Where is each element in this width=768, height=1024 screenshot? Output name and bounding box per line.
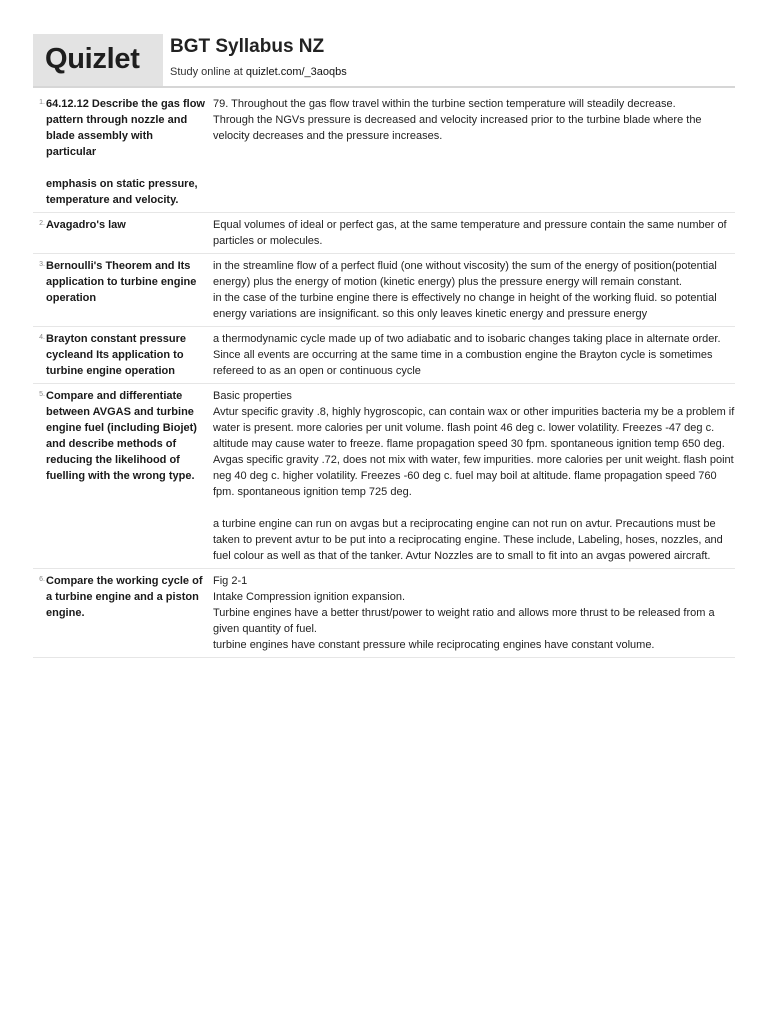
- header: [33, 34, 735, 88]
- card-row: [33, 254, 735, 327]
- card-number: 1.: [39, 99, 45, 106]
- card-definition: 79. Throughout the gas flow travel within the turbine section temperature will steadily decrease. Through the NGVs pressure is decreased and velocity increased prior to the turbine blade where the velocity decreases and the pressure increases.: [213, 98, 702, 142]
- study-online-line: [170, 66, 347, 78]
- card-number: 6.: [39, 576, 45, 583]
- card-row: [33, 384, 735, 569]
- card-number: 5.: [39, 391, 45, 398]
- card-row: [33, 213, 735, 254]
- deck-title: BGT Syllabus NZ: [170, 36, 325, 57]
- card-term: Compare the working cycle of a turbine engine and a piston engine.: [46, 575, 203, 619]
- card-term: 64.12.12 Describe the gas flow pattern through nozzle and blade assembly with particular emphasis on static pressure, temperature and velocity.: [46, 98, 205, 206]
- card-definition: a thermodynamic cycle made up of two adiabatic and to isobaric changes taking place in alternate order. Since all events are occurring at the same time in a combustion engine the Brayton cycle is sometimes refereed to as an open or continuous cycle: [213, 333, 721, 377]
- card-definition: Basic properties Avtur specific gravity .8, highly hygroscopic, can contain wax or other impurities bacteria my be a problem if water is present. more calories per unit volume. flash point 46 deg c. lower volatility. Freezes -47 deg c. altitude may cause water to freeze. flame propagation speed 30 fpm. spontaneous ignition temp 650 deg. Avgas specific gravity .72, does not mix with water, few impurities. more calories per unit weight. flash point neg 40 deg c. higher volatility. Freezes -60 deg c. fuel may boil at altitude. flame propagation speed 760 fpm. spontaneous ignition temp 725 deg. a turbine engine can run on avgas but a reciprocating engine can not run on avtur. Precautions must be taken to prevent avtur to be put into a reciprocating engine. These include, Labeling, hoses, nozzles, and fuel colour as well as that of the tanker. Avtur Nozzles are to small to fit into an avgas powered aircraft.: [213, 390, 735, 562]
- card-list: [33, 92, 735, 658]
- logo-text: Quizlet: [45, 43, 140, 75]
- card-definition: in the streamline flow of a perfect fluid (one without viscosity) the sum of the energy of position(potential energy) plus the energy of motion (kinetic energy) plus the pressure energy will remain constant. in the case of the turbine engine there is effectively no change in height of the working fluid. so potential energy variations are insignificant. so this only leaves kinetic energy and pressure energy: [213, 260, 717, 320]
- card-number: 3.: [39, 261, 45, 268]
- card-term: Bernoulli's Theorem and Its application to turbine engine operation: [46, 260, 197, 304]
- study-url-link[interactable]: quizlet.com/_3aoqbs: [245, 66, 347, 78]
- card-row: [33, 327, 735, 384]
- card-definition: Equal volumes of ideal or perfect gas, at the same temperature and pressure contain the same number of particles or molecules.: [213, 219, 727, 247]
- card-term: Avagadro's law: [46, 219, 126, 231]
- study-prefix: Study online at: [170, 66, 246, 78]
- card-row: [33, 569, 735, 658]
- card-definition: Fig 2-1 Intake Compression ignition expansion. Turbine engines have a better thrust/power to weight ratio and allows more thrust to be released from a given quantity of fuel. turbine engines have constant pressure while reciprocating engines have constant volume.: [213, 575, 715, 651]
- quizlet-logo[interactable]: [33, 34, 163, 86]
- card-term: Brayton constant pressure cycleand Its application to turbine engine operation: [46, 333, 186, 377]
- card-number: 2.: [39, 220, 45, 227]
- card-term: Compare and differentiate between AVGAS and turbine engine fuel (including Biojet) and describe methods of reducing the likelihood of fuelling with the wrong type.: [46, 390, 197, 482]
- card-number: 4.: [39, 334, 45, 341]
- card-row: [33, 92, 735, 213]
